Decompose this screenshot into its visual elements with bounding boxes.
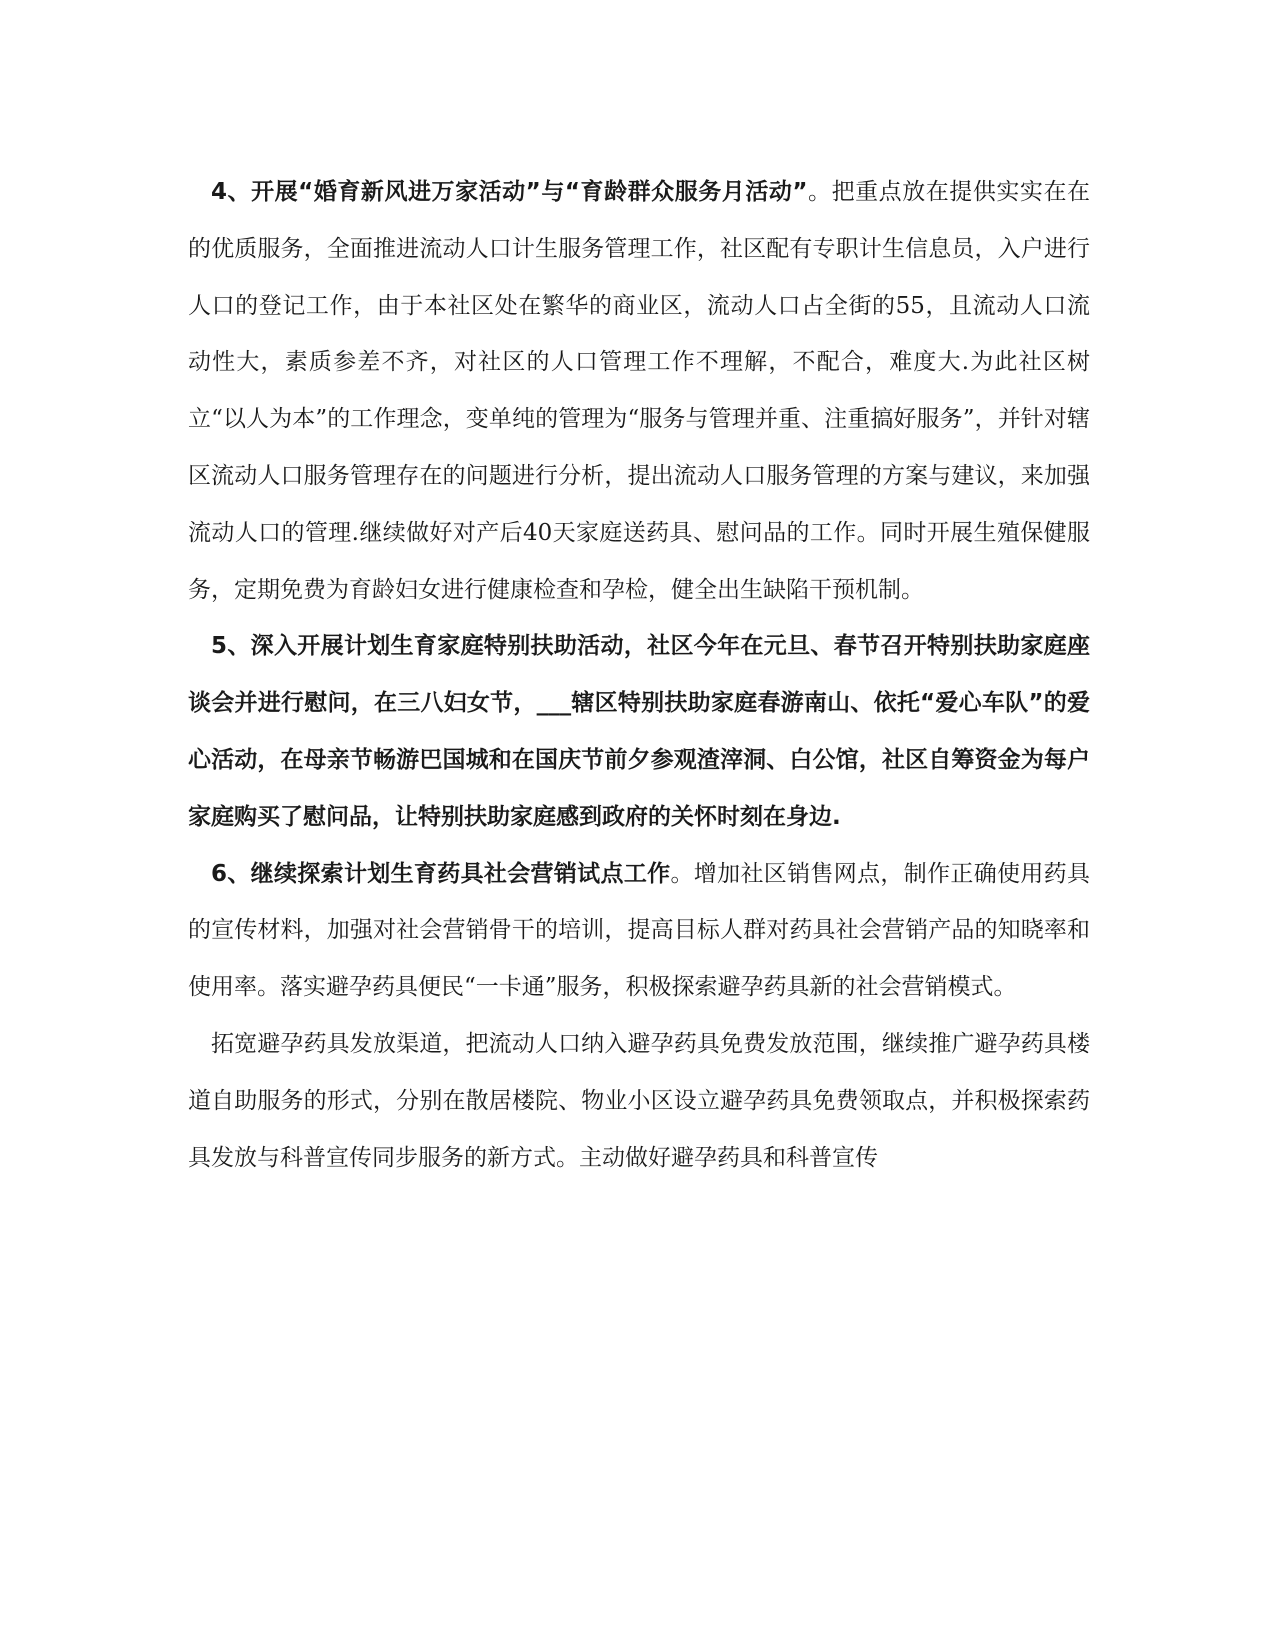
paragraph-heading-6: 6、继续探索计划生育药具社会营销试点工作	[211, 860, 671, 887]
paragraph-body-6: 。增加社区销售网点，制作正确使用药具的宣传材料，加强对社会营销骨干的培训，提高目标人群对药具社会营销产品的知晓率和使用率。落实避孕药具便民“一卡通”服务，积极探索避孕药具新的社会营销模式。	[188, 860, 1090, 1001]
paragraph-item-5: 5、深入开展计划生育家庭特别扶助活动，社区今年在元旦、春节召开特别扶助家庭座谈会并进行慰问，在三八妇女节，___辖区特别扶助家庭春游南山、依托“爱心车队”的爱心活动，在母亲节畅游巴国城和在国庆节前夕参观渣滓洞、白公馆，社区自筹资金为每户家庭购买了慰问品，让特别扶助家庭感到政府的关怀时刻在身边.	[188, 633, 1090, 830]
paragraph-item-6	[188, 846, 1090, 1016]
paragraph-contraceptive-distribution: 拓宽避孕药具发放渠道，把流动人口纳入避孕药具免费发放范围，继续推广避孕药具楼道自助服务的形式，分别在散居楼院、物业小区设立避孕药具免费领取点，并积极探索药具发放与科普宣传同步服务的新方式。主动做好避孕药具和科普宣传	[188, 1030, 1090, 1171]
paragraph-item-4	[188, 164, 1090, 618]
document-page	[188, 164, 1090, 1186]
paragraph-heading-4: 4、开展“婚育新风进万家活动”与“育龄群众服务月活动”	[211, 179, 808, 205]
paragraph-body-4: 。把重点放在提供实实在在的优质服务，全面推进流动人口计生服务管理工作，社区配有专职计生信息员，入户进行人口的登记工作，由于本社区处在繁华的商业区，流动人口占全街的55，且流动人口流动性大，素质参差不齐，对社区的人口管理工作不理解，不配合，难度大.为此社区树立“以人为本”的工作理念，变单纯的管理为“服务与管理并重、注重搞好服务”，并针对辖区流动人口服务管理存在的问题进行分析，提出流动人口服务管理的方案与建议，来加强流动人口的管理.继续做好对产后40天家庭送药具、慰问品的工作。同时开展生殖保健服务，定期免费为育龄妇女进行健康检查和孕检，健全出生缺陷干预机制。	[188, 179, 1090, 603]
